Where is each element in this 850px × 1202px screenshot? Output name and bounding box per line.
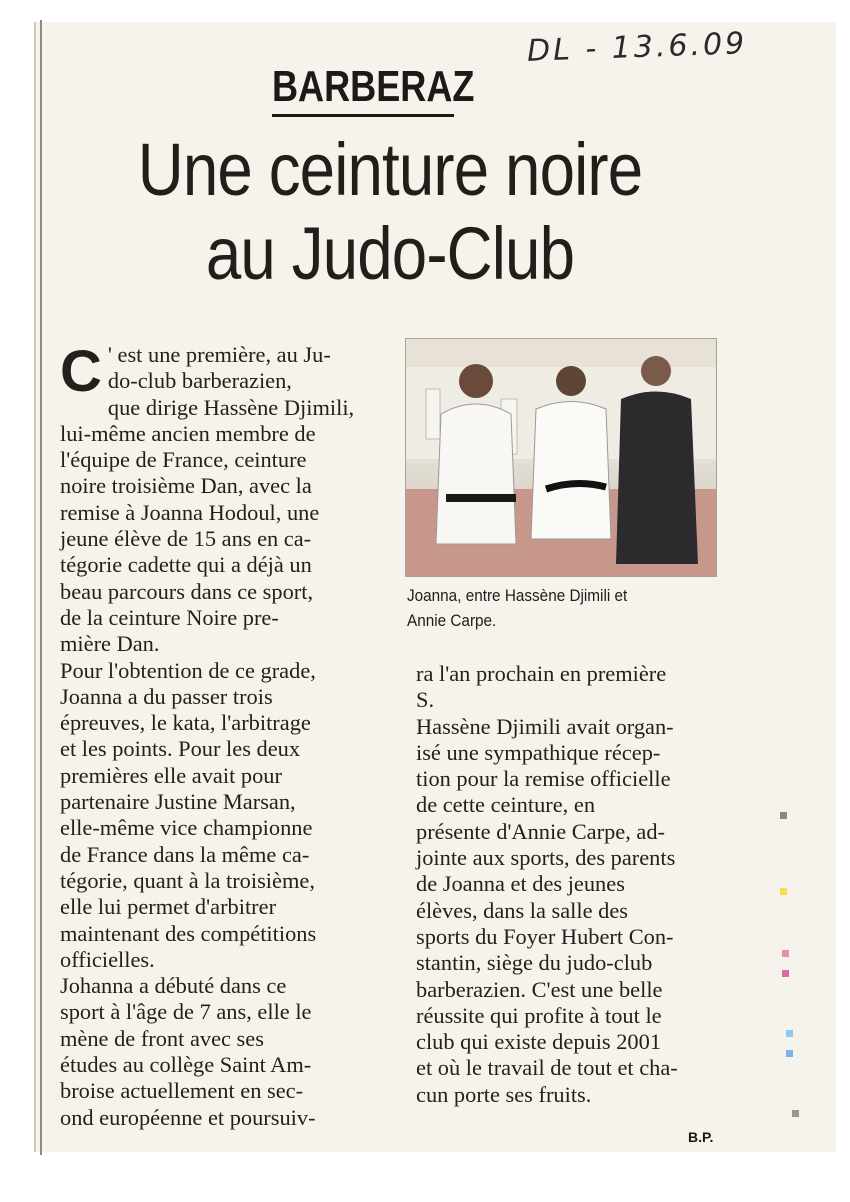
article-line: Johanna a débuté dans ce [60,973,287,999]
color-mark [786,1030,793,1037]
article-line: et les points. Pour les deux [60,736,301,762]
article-line: elle-même vice championne [60,815,313,841]
article-line: beau parcours dans ce sport, [60,578,314,604]
article-line: do-club barberazien, [107,368,292,394]
article-line: tégorie, quant à la troisième, [60,867,315,893]
headline-line-1: Une ceinture noire [137,128,643,211]
article-line: cun porte ses fruits. [416,1081,592,1107]
article-line: de la ceinture Noire pre- [60,604,279,630]
article-line: tégorie cadette qui a déjà un [60,552,312,578]
article-line: remise à Joanna Hodoul, une [60,499,320,525]
article-line: S. [416,687,435,713]
article-line: jointe aux sports, des parents [416,845,676,871]
article-line: tion pour la remise officielle [416,766,671,792]
photo-caption-line-2: Annie Carpe. [407,611,497,630]
color-mark [786,1050,793,1057]
photo-caption [407,583,686,633]
article-line: partenaire Justine Marsan, [60,789,296,815]
headline-line-2: au Judo-Club [205,212,575,295]
article-line: ra l'an prochain en première [416,661,667,686]
article-line: ond européenne et poursuiv- [60,1104,316,1130]
article-line: que dirige Hassène Djimili, [107,394,355,420]
article-line: premières elle avait pour [60,762,282,788]
color-mark [782,970,789,977]
article-line: Pour l'obtention de ce grade, [60,657,316,683]
drop-cap: C [60,339,102,404]
article-line: officielles. [60,946,155,972]
article-line: broise actuellement en sec- [60,1078,304,1104]
article-line: lui-même ancien membre de [60,420,316,446]
article-line: élèves, dans la salle des [416,897,629,923]
column-2-text [416,661,723,1108]
article-line: de cette ceinture, en [416,792,596,818]
article-line: études au collège Saint Am- [60,1052,312,1078]
color-mark [782,950,789,957]
article-line: sports du Foyer Hubert Con- [416,923,674,949]
article-line: l'équipe de France, ceinture [60,447,307,473]
article-line: Joanna a du passer trois [60,683,273,709]
photo-caption-line-1: Joanna, entre Hassène Djimili et [407,586,628,605]
article-line: et où le travail de tout et cha- [416,1055,678,1081]
article-line: stantin, siège du judo-club [416,950,653,976]
article-line: épreuves, le kata, l'arbitrage [60,710,311,736]
article-line: club qui existe depuis 2001 [416,1029,662,1055]
article-line: de France dans la même ca- [60,841,310,867]
article-line: barberazien. C'est une belle [416,976,663,1002]
article-line: noire troisième Dan, avec la [60,473,312,499]
article-line: sport à l'âge de 7 ans, elle le [60,999,312,1025]
article-photo [405,338,717,577]
color-mark [792,1110,799,1117]
article-line: mène de front avec ses [60,1025,264,1051]
author-signature: B.P. [688,1129,714,1145]
article-column-2 [416,661,723,1108]
handwritten-date: DL - 13.6.09 [526,26,748,69]
headline [60,128,720,296]
color-mark [780,888,787,895]
article-line: réussite qui profite à tout le [416,1002,662,1028]
clipping-left-edge [40,20,42,1155]
color-mark [780,812,787,819]
judo-photo-illustration [406,339,716,576]
article-line: elle lui permet d'arbitrer [60,894,277,920]
column-1-text [60,339,380,1131]
article-line: maintenant des compétitions [60,920,317,946]
article-line: de Joanna et des jeunes [416,871,625,897]
article-column-1 [60,339,380,1131]
section-heading: BARBERAZ [272,62,454,117]
article-line: isé une sympathique récep- [416,739,661,765]
article-line: présente d'Annie Carpe, ad- [416,818,665,844]
article-line: mière Dan. [60,631,160,657]
article-line: ' est une première, au Ju- [107,342,331,367]
article-line: jeune élève de 15 ans en ca- [60,526,312,552]
article-line: Hassène Djimili avait organ- [416,713,674,739]
